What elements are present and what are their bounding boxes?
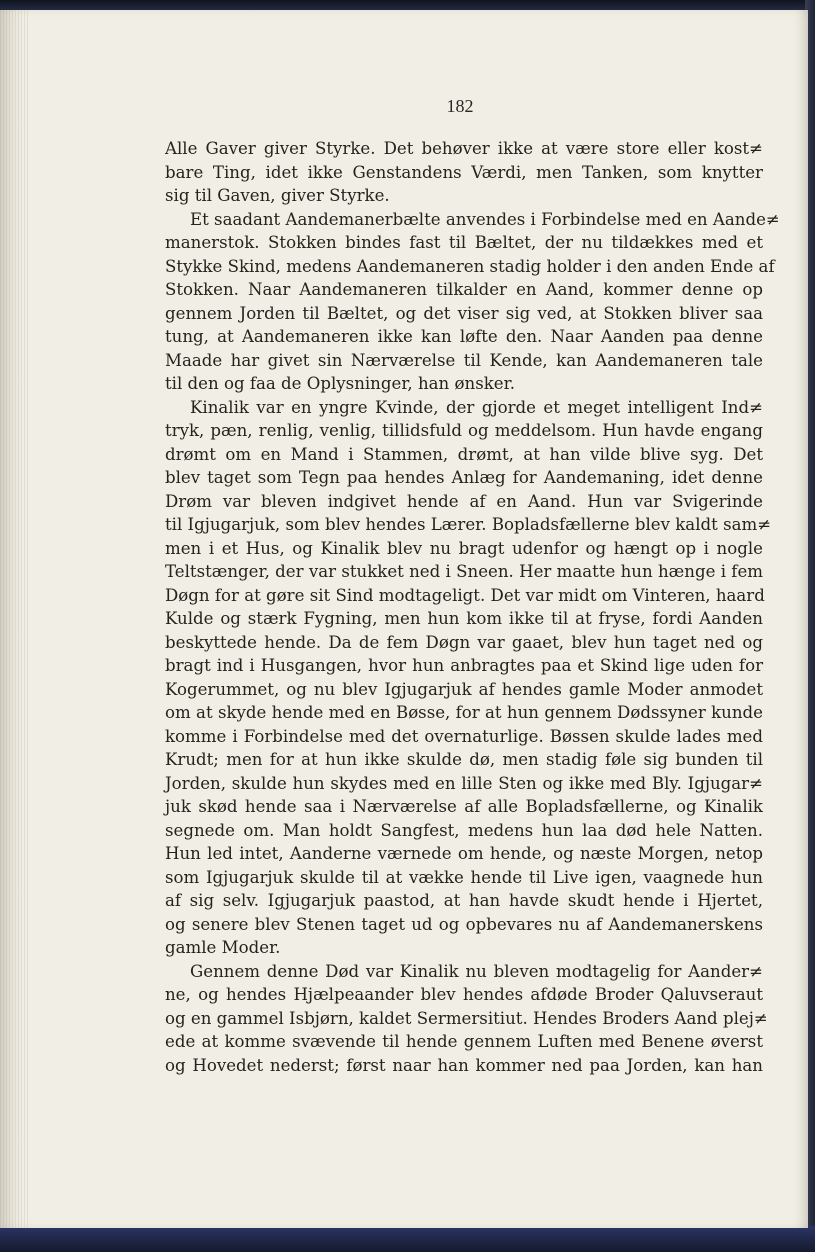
text-line: af sig selv. Igjugarjuk paastod, at han havde skudt hende i Hjertet, [165, 891, 763, 910]
text-line: og en gammel Isbjørn, kaldet Sermersitiut. Hendes Broders Aand plej≠ [165, 1008, 768, 1028]
text-line: og Hovedet nederst; først naar han kommer ned paa Jorden, kan han [165, 1055, 763, 1075]
text-line: tryk, pæn, renlig, venlig, tillidsfuld og meddelsom. Hun havde engang [165, 421, 763, 440]
text-line: Drøm var bleven indgivet hende af en Aand. Hun var Svigerinde [165, 491, 763, 511]
text-line: komme i Forbindelse med det overnaturlige. Bøssen skulde lades med [165, 726, 763, 746]
text-line: Kogerummet, og nu blev Igjugarjuk af hendes gamle Moder anmodet [165, 679, 763, 699]
text-line: Gennem denne Død var Kinalik nu bleven modtagelig for Aander≠ [190, 961, 763, 981]
text-line: Maade har givet sin Nærværelse til Kende, kan Aandemaneren tale [165, 350, 763, 370]
book-page [0, 10, 808, 1228]
text-line: gamle Moder. [165, 938, 281, 957]
page-number: 182 [446, 96, 474, 116]
text-line: men i et Hus, og Kinalik blev nu bragt udenfor og hængt op i nogle [165, 538, 763, 558]
text-line: Kulde og stærk Fygning, men hun kom ikke til at fryse, fordi Aanden [165, 609, 763, 628]
body-text [165, 137, 780, 1101]
text-line: om at skyde hende med en Bøsse, for at hun gennem Dødssyner kunde [165, 703, 763, 722]
text-line: til den og faa de Oplysninger, han ønsker. [165, 374, 515, 393]
text-line: juk skød hende saa i Nærværelse af alle Bopladsfællerne, og Kinalik [165, 797, 763, 816]
text-line: Jorden, skulde hun skydes med en lille Sten og ikke med Bly. Igjugar≠ [165, 773, 763, 793]
text-line: beskyttede hende. Da de fem Døgn var gaaet, blev hun taget ned og [165, 632, 763, 652]
text-line [165, 1077, 763, 1101]
text-line: tung, at Aandemaneren ikke kan løfte den. Naar Aanden paa denne [165, 327, 763, 346]
text-line: ede at komme svævende til hende gennem Luften med Benene øverst [165, 1032, 763, 1051]
text-line: Krudt; men for at hun ikke skulde dø, men stadig føle sig bunden til [165, 750, 763, 769]
text-line: ne, og hendes Hjælpeaander blev hendes afdøde Broder Qaluvseraut [165, 985, 763, 1004]
text-line: Hun led intet, Aanderne værnede om hende, og næste Morgen, netop [165, 844, 763, 863]
text-line: Stykke Skind, medens Aandemaneren stadig holder i den anden Ende af [165, 256, 775, 276]
text-line: drømt om en Mand i Stammen, drømt, at han vilde blive syg. Det [165, 444, 763, 464]
book-cover-edge [0, 1226, 815, 1252]
text-line: Et saadant Aandemanerbælte anvendes i Forbindelse med en Aande≠ [190, 209, 780, 229]
text-line: Kinalik var en yngre Kvinde, der gjorde et meget intelligent Ind≠ [190, 397, 763, 417]
text-line: bare Ting, idet ikke Genstandens Værdi, men Tanken, som knytter [165, 162, 763, 182]
text-line: til Igjugarjuk, som blev hendes Lærer. Bopladsfællerne blev kaldt sam≠ [165, 515, 772, 534]
text-line: gennem Jorden til Bæltet, og det viser sig ved, at Stokken bliver saa [165, 303, 763, 323]
text-line: Alle Gaver giver Styrke. Det behøver ikke at være store eller kost≠ [165, 139, 763, 158]
text-line: Stokken. Naar Aandemaneren tilkalder en Aand, kommer denne op [165, 280, 763, 299]
text-line: segnede om. Man holdt Sangfest, medens hun laa død hele Natten. [165, 820, 763, 840]
text-line: som Igjugarjuk skulde til at vække hende til Live igen, vaagnede hun [165, 867, 763, 887]
text-line: Døgn for at gøre sit Sind modtageligt. Det var midt om Vinteren, haard [165, 585, 765, 605]
text-line: og senere blev Stenen taget ud og opbevares nu af Aandemanerskens [165, 914, 763, 934]
text-line: blev taget som Tegn paa hendes Anlæg for Aandemaning, idet denne [165, 468, 763, 487]
text-line: manerstok. Stokken bindes fast til Bæltet, der nu tildækkes med et [165, 233, 763, 252]
text-line: sig til Gaven, giver Styrke. [165, 186, 390, 205]
text-line: Teltstænger, der var stukket ned i Sneen. Her maatte hun hænge i fem [165, 562, 763, 581]
text-line: bragt ind i Husgangen, hvor hun anbragtes paa et Skind lige uden for [165, 656, 763, 675]
